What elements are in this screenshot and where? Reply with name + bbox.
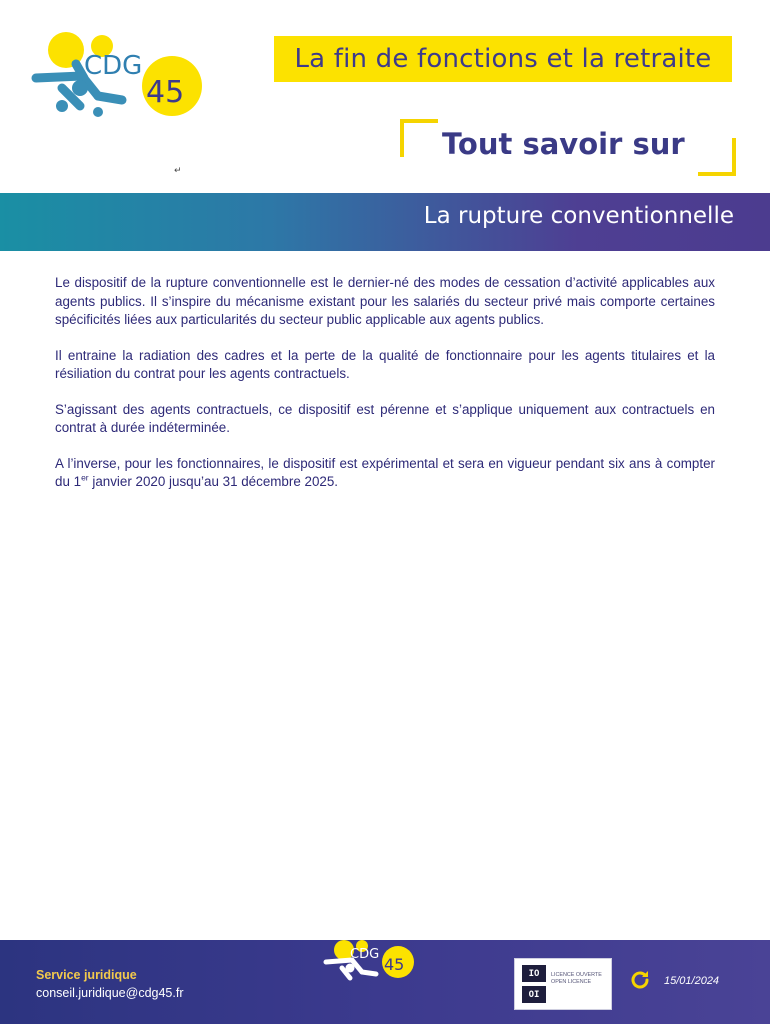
document-body <box>55 274 715 509</box>
logo-number: 45 <box>146 75 185 110</box>
bracket-bottom-right <box>698 138 736 176</box>
logo-text: CDG <box>84 51 143 81</box>
page-title: La fin de fonctions et la retraite <box>294 44 712 74</box>
paragraph-last <box>55 455 715 492</box>
section-title: La rupture conventionnelle <box>423 203 734 229</box>
licence-io-top: IO <box>522 965 546 982</box>
return-mark: ↵ <box>174 165 182 175</box>
licence-text: LICENCE OUVERTE OPEN LICENCE <box>551 972 602 985</box>
paragraph: S’agissant des agents contractuels, ce dispositif est pérenne et s’applique uniquement aux contractuels en contrat à durée indéterminée. <box>55 401 715 435</box>
paragraph: Le dispositif de la rupture conventionnelle est le dernier-né des modes de cessation d’activité applicables aux agents publics. Il s’inspire du mécanisme existant pour les salariés du secteur privé mais comporte certaines spécificités liées aux particularités du secteur public applicable aux agents publics. <box>55 275 715 327</box>
footer <box>0 940 770 1024</box>
section-band <box>0 193 770 251</box>
licence-io-bottom: OI <box>522 986 546 1003</box>
open-licence-badge <box>514 958 612 1010</box>
page-subtitle: Tout savoir sur <box>442 127 685 161</box>
footer-logo-text: CDG <box>350 947 380 962</box>
paragraph-text: A l’inverse, pour les fonctionnaires, le dispositif est expérimental et sera en vigueur pendant six ans à compter du 1 <box>55 455 715 489</box>
bracket-top-left <box>400 119 438 157</box>
superscript: er <box>81 472 89 483</box>
refresh-icon <box>628 968 652 992</box>
footer-date: 15/01/2024 <box>664 975 720 987</box>
title-banner <box>274 36 732 82</box>
footer-cdg45-logo <box>322 940 422 996</box>
footer-logo-number: 45 <box>384 955 405 974</box>
footer-service: Service juridique <box>36 968 137 982</box>
paragraph-text: janvier 2020 jusqu’au 31 décembre 2025. <box>88 474 339 489</box>
paragraph: Il entraine la radiation des cadres et la perte de la qualité de fonctionnaire pour les agents titulaires et la résiliation du contrat pour les agents contractuels. <box>55 347 715 381</box>
footer-email-link[interactable]: conseil.juridique@cdg45.fr <box>36 986 184 1000</box>
cdg45-logo <box>28 30 208 130</box>
